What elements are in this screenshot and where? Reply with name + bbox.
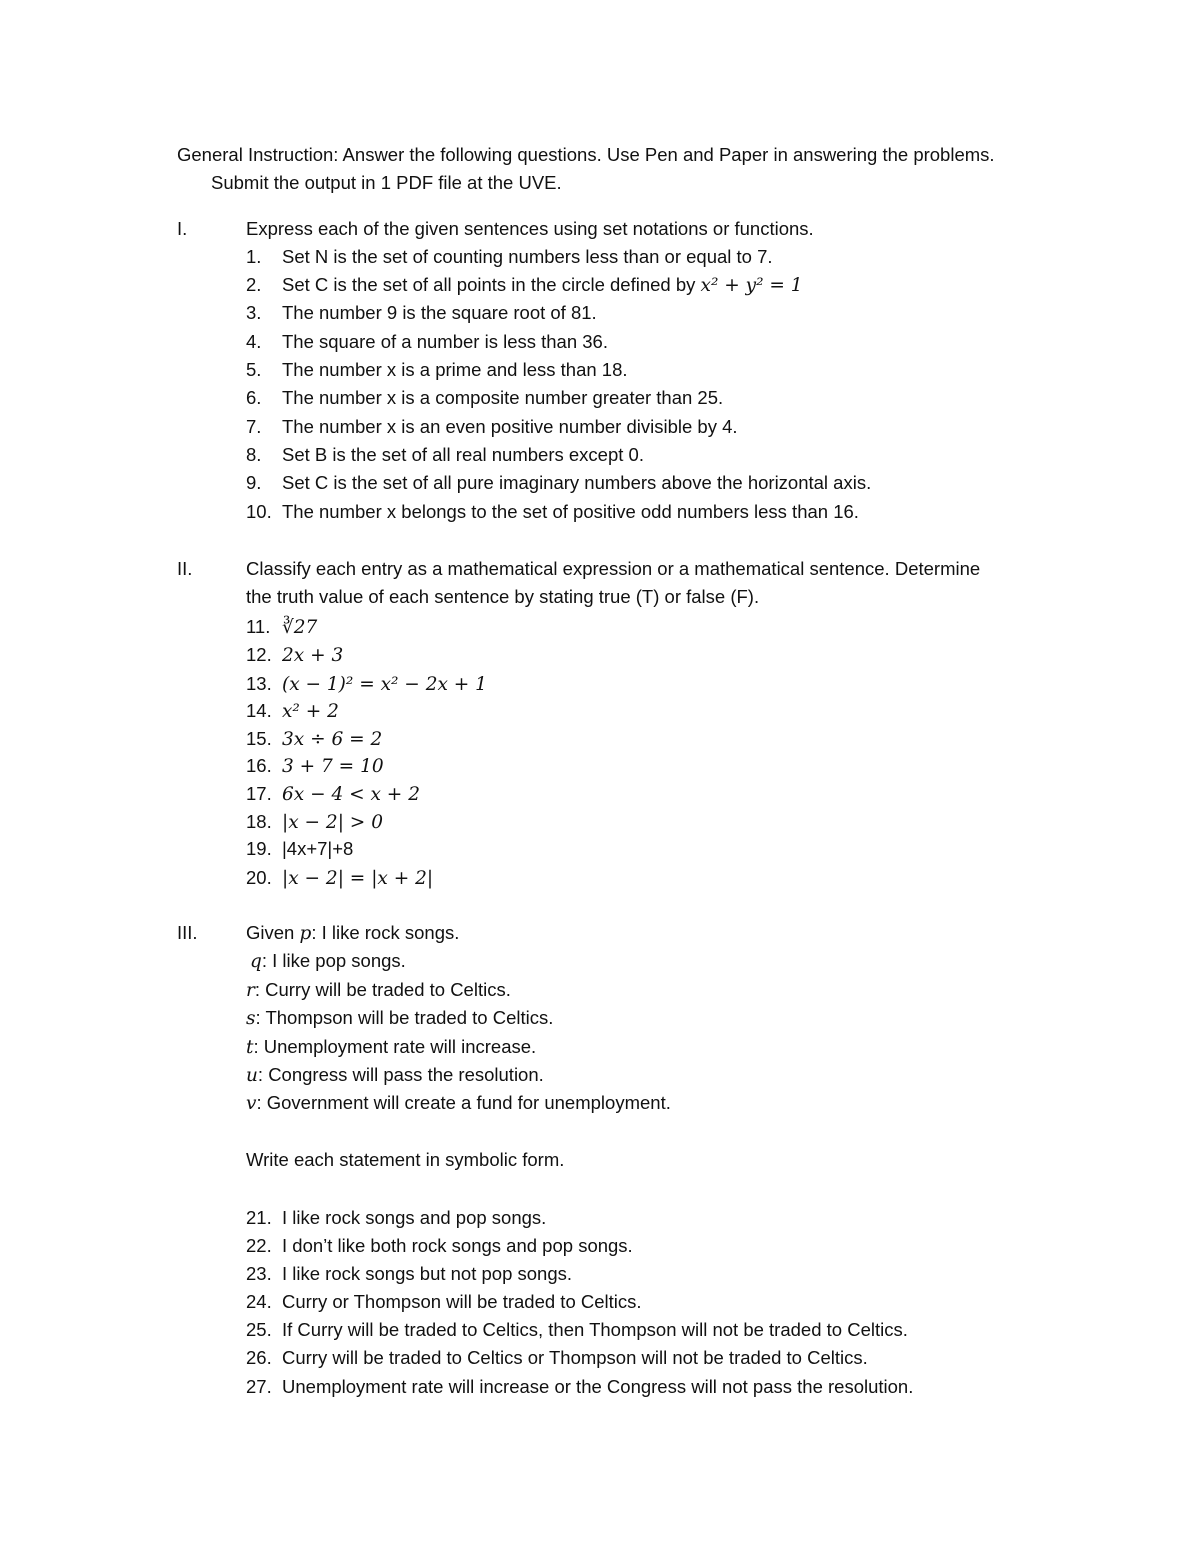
question-item <box>246 752 384 781</box>
question-math: 3x ÷ 6 = 2 <box>282 729 383 750</box>
question-text: Curry will be traded to Celtics or Thompson will not be traded to Celtics. <box>282 1347 868 1368</box>
question-text: The number x is a composite number greater than 25. <box>282 387 724 408</box>
section-2-numeral: II. <box>177 558 193 579</box>
question-number: 7. <box>246 416 262 437</box>
question-number: 26. <box>246 1347 272 1368</box>
question-number: 20. <box>246 867 272 888</box>
proposition-text: : I like pop songs. <box>261 950 406 971</box>
question-number: 2. <box>246 274 262 295</box>
question-text: The number x is a prime and less than 18. <box>282 359 628 380</box>
question-item <box>246 1232 633 1260</box>
question-item <box>246 328 608 356</box>
question-item <box>246 1373 913 1401</box>
question-item <box>246 243 773 271</box>
question-text: Set C is the set of all pure imaginary numbers above the horizontal axis. <box>282 472 872 493</box>
question-item <box>246 271 803 300</box>
question-math: 3 + 7 = 10 <box>282 756 384 777</box>
question-item <box>246 413 738 441</box>
proposition-u <box>246 1061 544 1090</box>
proposition-text: : Congress will pass the resolution. <box>257 1064 544 1085</box>
question-item <box>246 613 317 642</box>
question-text: The number x is an even positive number divisible by 4. <box>282 416 738 437</box>
question-number: 5. <box>246 359 262 380</box>
question-number: 10. <box>246 501 272 522</box>
proposition-variable: t <box>246 1037 254 1058</box>
question-number: 25. <box>246 1319 272 1340</box>
question-math: 6x − 4 < x + 2 <box>282 784 420 805</box>
question-item <box>246 697 339 726</box>
question-item <box>246 670 487 699</box>
question-item <box>246 1204 546 1232</box>
question-text: Set C is the set of all points in the circle defined by <box>282 274 701 295</box>
question-number: 22. <box>246 1235 272 1256</box>
proposition-text: : Curry will be traded to Celtics. <box>254 979 511 1000</box>
question-text: I don’t like both rock songs and pop songs. <box>282 1235 633 1256</box>
question-number: 18. <box>246 811 272 832</box>
section-3-numeral: III. <box>177 922 198 943</box>
question-number: 9. <box>246 472 262 493</box>
proposition-t <box>246 1033 536 1062</box>
question-text: The number 9 is the square root of 81. <box>282 302 597 323</box>
proposition-variable: v <box>246 1093 257 1114</box>
proposition-variable: s <box>246 1008 256 1029</box>
question-number: 13. <box>246 673 272 694</box>
section-2-heading-line2: the truth value of each sentence by stating true (T) or false (F). <box>246 586 760 607</box>
proposition-text: : Thompson will be traded to Celtics. <box>255 1007 554 1028</box>
question-text: Set N is the set of counting numbers less than or equal to 7. <box>282 246 773 267</box>
question-number: 16. <box>246 755 272 776</box>
question-item <box>246 1288 642 1316</box>
question-number: 21. <box>246 1207 272 1228</box>
question-item <box>246 864 433 893</box>
question-text: Unemployment rate will increase or the Congress will not pass the resolution. <box>282 1376 914 1397</box>
proposition-text: : Unemployment rate will increase. <box>253 1036 537 1057</box>
question-number: 27. <box>246 1376 272 1397</box>
question-math: x² + 2 <box>282 701 339 722</box>
proposition-q <box>250 947 406 976</box>
proposition-variable: q <box>250 951 262 972</box>
question-text: I like rock songs and pop songs. <box>282 1207 547 1228</box>
section-1-numeral: I. <box>177 218 188 239</box>
question-item <box>246 1344 868 1372</box>
question-number: 17. <box>246 783 272 804</box>
question-item <box>246 356 628 384</box>
question-number: 1. <box>246 246 262 267</box>
question-number: 15. <box>246 728 272 749</box>
question-text: The number x belongs to the set of positive odd numbers less than 16. <box>282 501 859 522</box>
proposition-variable: r <box>246 980 255 1001</box>
proposition-v <box>246 1089 671 1118</box>
question-number: 6. <box>246 387 262 408</box>
question-number: 8. <box>246 444 262 465</box>
question-item <box>246 498 859 526</box>
question-item <box>246 299 597 327</box>
question-text: If Curry will be traded to Celtics, then Thompson will not be traded to Celtics. <box>282 1319 908 1340</box>
proposition-text: : Government will create a fund for unemployment. <box>256 1092 671 1113</box>
question-math: |x − 2| > 0 <box>282 812 383 833</box>
question-item <box>246 1316 908 1344</box>
question-text: Set B is the set of all real numbers except 0. <box>282 444 644 465</box>
question-number: 12. <box>246 644 272 665</box>
question-item <box>246 441 644 469</box>
question-number: 23. <box>246 1263 272 1284</box>
given-label: Given <box>246 922 300 943</box>
proposition-variable: p <box>299 923 312 944</box>
question-number: 14. <box>246 700 272 721</box>
question-item <box>246 725 382 754</box>
question-item <box>246 469 871 497</box>
question-item <box>246 1260 572 1288</box>
proposition-p <box>246 919 459 948</box>
question-number: 24. <box>246 1291 272 1312</box>
question-text: I like rock songs but not pop songs. <box>282 1263 573 1284</box>
section-3-instruction: Write each statement in symbolic form. <box>246 1149 565 1170</box>
proposition-r <box>246 976 511 1005</box>
question-number: 11. <box>246 616 271 637</box>
section-1-heading: Express each of the given sentences using set notations or functions. <box>246 218 814 239</box>
question-math: |x − 2| = |x + 2| <box>282 868 434 889</box>
question-number: 19. <box>246 838 272 859</box>
question-text: |4x+7|+8 <box>282 838 354 859</box>
question-item <box>246 641 343 670</box>
question-item <box>246 780 420 809</box>
general-instruction-line1: General Instruction: Answer the following questions. Use Pen and Paper in answering the problems. <box>177 144 995 165</box>
proposition-s <box>246 1004 553 1033</box>
question-text: The square of a number is less than 36. <box>282 331 608 352</box>
proposition-text: : I like rock songs. <box>311 922 460 943</box>
question-number: 4. <box>246 331 262 352</box>
general-instruction-line2: Submit the output in 1 PDF file at the UVE. <box>211 172 562 193</box>
question-item <box>246 384 723 412</box>
question-number: 3. <box>246 302 262 323</box>
question-item <box>246 808 383 837</box>
section-2-heading-line1: Classify each entry as a mathematical expression or a mathematical sentence. Determine <box>246 558 981 579</box>
question-text: Curry or Thompson will be traded to Celtics. <box>282 1291 642 1312</box>
question-math: x² + y² = 1 <box>700 275 803 296</box>
proposition-variable: u <box>246 1065 258 1086</box>
question-item <box>246 835 353 863</box>
question-math: (x − 1)² = x² − 2x + 1 <box>282 674 487 695</box>
question-math: ∛27 <box>282 617 318 638</box>
question-math: 2x + 3 <box>282 645 344 666</box>
